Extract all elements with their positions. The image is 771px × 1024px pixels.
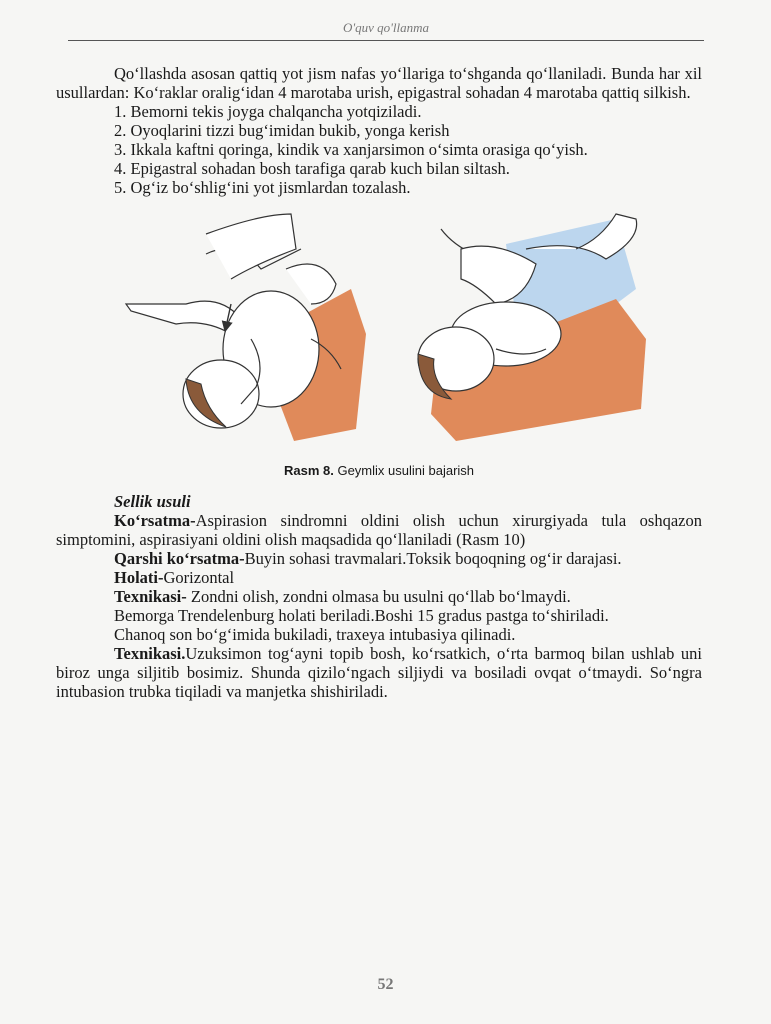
caption-text: Geymlix usulini bajarish [337,463,475,478]
right-panel-drawing [418,214,646,441]
infant-heimlich-drawing [56,209,702,459]
technique2-text: Uzuksimon tog‘ayni topib bosh, ko‘rsatkich, o‘rta barmoq bilan ushlab uni biroz unga siljitib bosimiz. Shunda qizilo‘ngach siljiydi va bosiladi ovqat o‘tmaydi. So‘ngra intubasion trubka tiqiladi va manjetka shishiriladi. [56,644,702,701]
page-number: 52 [377,976,394,993]
indication-text: Aspirasion sindromni oldini olish uchun xirurgiyada tula oshqazon simptomini, aspirasiyani oldini olish maqsadida qo‘llaniladi (Rasm 10) [56,511,702,549]
intro-paragraph: Qo‘llashda asosan qattiq yot jism nafas yo‘llariga to‘shganda qo‘llaniladi. Bunda har xil usullardan: Ko‘raklar oralig‘idan 4 marotaba urish, epigastral sohadan 4 marotaba qattiq silkish. [56,64,702,102]
list-item: 5. Og‘iz bo‘shlig‘ini yot jismlardan tozalash. [114,178,411,197]
list-item: 2. Oyoqlarini tizzi bug‘imidan bukib, yonga kerish [114,121,450,140]
technique-text: Zondni olish, zondni olmasa bu usulni qo‘llab bo‘lmaydi. [186,587,571,606]
contraindication-label: Qarshi ko‘rsatma- [114,549,245,568]
left-panel-drawing [126,214,366,441]
heimlich-illustration [56,209,702,459]
position-label: Holati- [114,568,164,587]
position-text: Gorizontal [163,568,235,587]
caption-label: Rasm 8. [283,463,334,478]
list-item: 4. Epigastral sohadan bosh tarafiga qarab kuch bilan siltash. [114,159,510,178]
trendelenburg-paragraph: Bemorga Trendelenburg holati beriladi.Boshi 15 gradus pastga to‘shiriladi. [114,606,609,625]
technique-label: Texnikasi- [114,587,187,606]
header-rule [68,40,704,41]
contraindication-paragraph [56,549,702,568]
technique-paragraph [56,587,702,606]
technique2-label: Texnikasi. [114,644,186,663]
contraindication-text: Buyin sohasi travmalari.Toksik boqoqning og‘ir darajasi. [244,549,622,568]
page-body [56,64,702,701]
section-title: Sellik usuli [114,492,191,511]
indication-paragraph [56,511,702,549]
position-paragraph [56,568,702,587]
list-item: 3. Ikkala kaftni qoringa, kindik va xanjarsimon o‘simta orasiga qo‘yish. [114,140,588,159]
knees-paragraph: Chanoq son bo‘g‘imida bukiladi, traxeya intubasiya qilinadi. [114,625,516,644]
technique2-paragraph [56,644,702,701]
figure-caption [56,461,702,480]
running-header: O'quv qo'llanma [342,20,430,35]
list-item: 1. Bemorni tekis joyga chalqancha yotqiziladi. [114,102,422,121]
indication-label: Ko‘rsatma- [114,511,196,530]
